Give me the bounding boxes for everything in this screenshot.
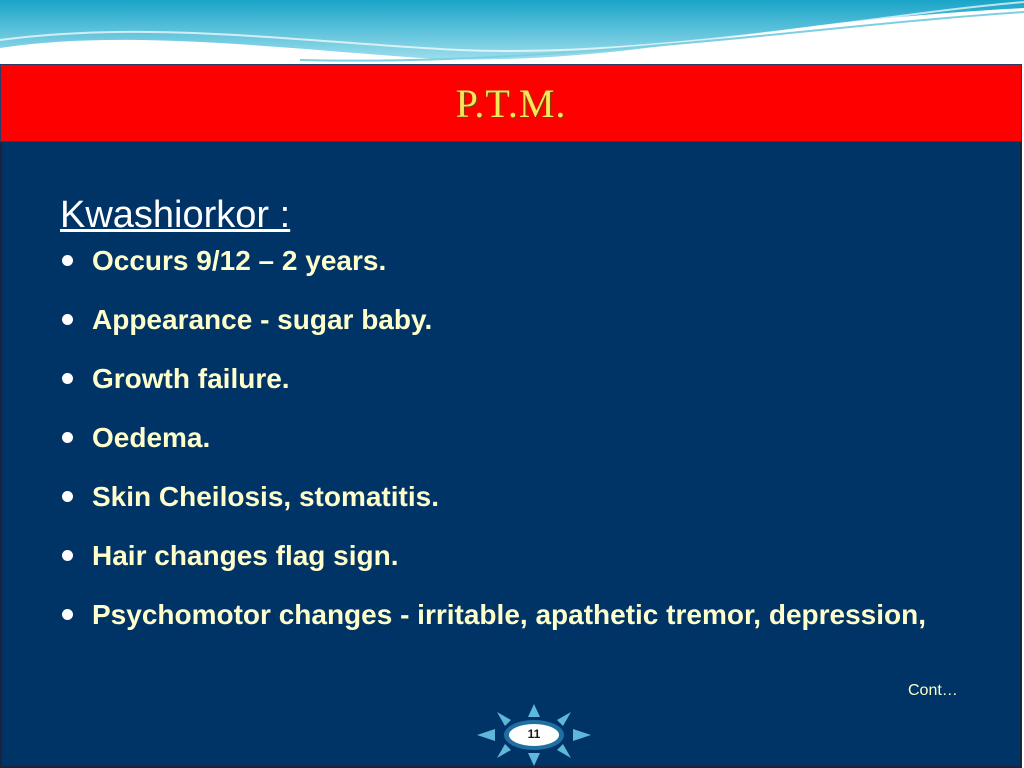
bullet-dot-icon [62,432,73,443]
section-heading: Kwashiorkor : [60,194,291,236]
bullet-text: Oedema. [92,422,211,453]
continued-label: Cont… [908,682,958,699]
slide-title: P.T.M. [455,80,567,126]
bullet-item [60,419,960,457]
bullet-text: Appearance - sugar baby. [92,304,433,335]
bullet-dot-icon [62,314,73,325]
bullet-item [60,596,960,634]
bullet-item [60,242,960,280]
bullet-dot-icon [62,550,73,561]
bullet-item [60,478,960,516]
content-panel [0,142,1022,768]
bullet-dot-icon [62,373,73,384]
wave-decoration-icon [0,0,1024,64]
bullet-dot-icon [62,609,73,620]
bullet-item [60,301,960,339]
bullet-text: Hair changes flag sign. [92,540,399,571]
bullet-text: Occurs 9/12 – 2 years. [92,245,387,276]
bullet-text: Psychomotor changes - irritable, apathetic tremor, depression, [92,599,927,630]
bullet-text: Skin Cheilosis, stomatitis. [92,481,439,512]
bullet-list [60,242,960,655]
bullet-dot-icon [62,491,73,502]
title-bar [0,64,1022,142]
bullet-item [60,360,960,398]
page-number: 11 [527,727,541,741]
bullet-dot-icon [62,255,73,266]
bullet-text: Growth failure. [92,363,290,394]
bullet-item [60,537,960,575]
